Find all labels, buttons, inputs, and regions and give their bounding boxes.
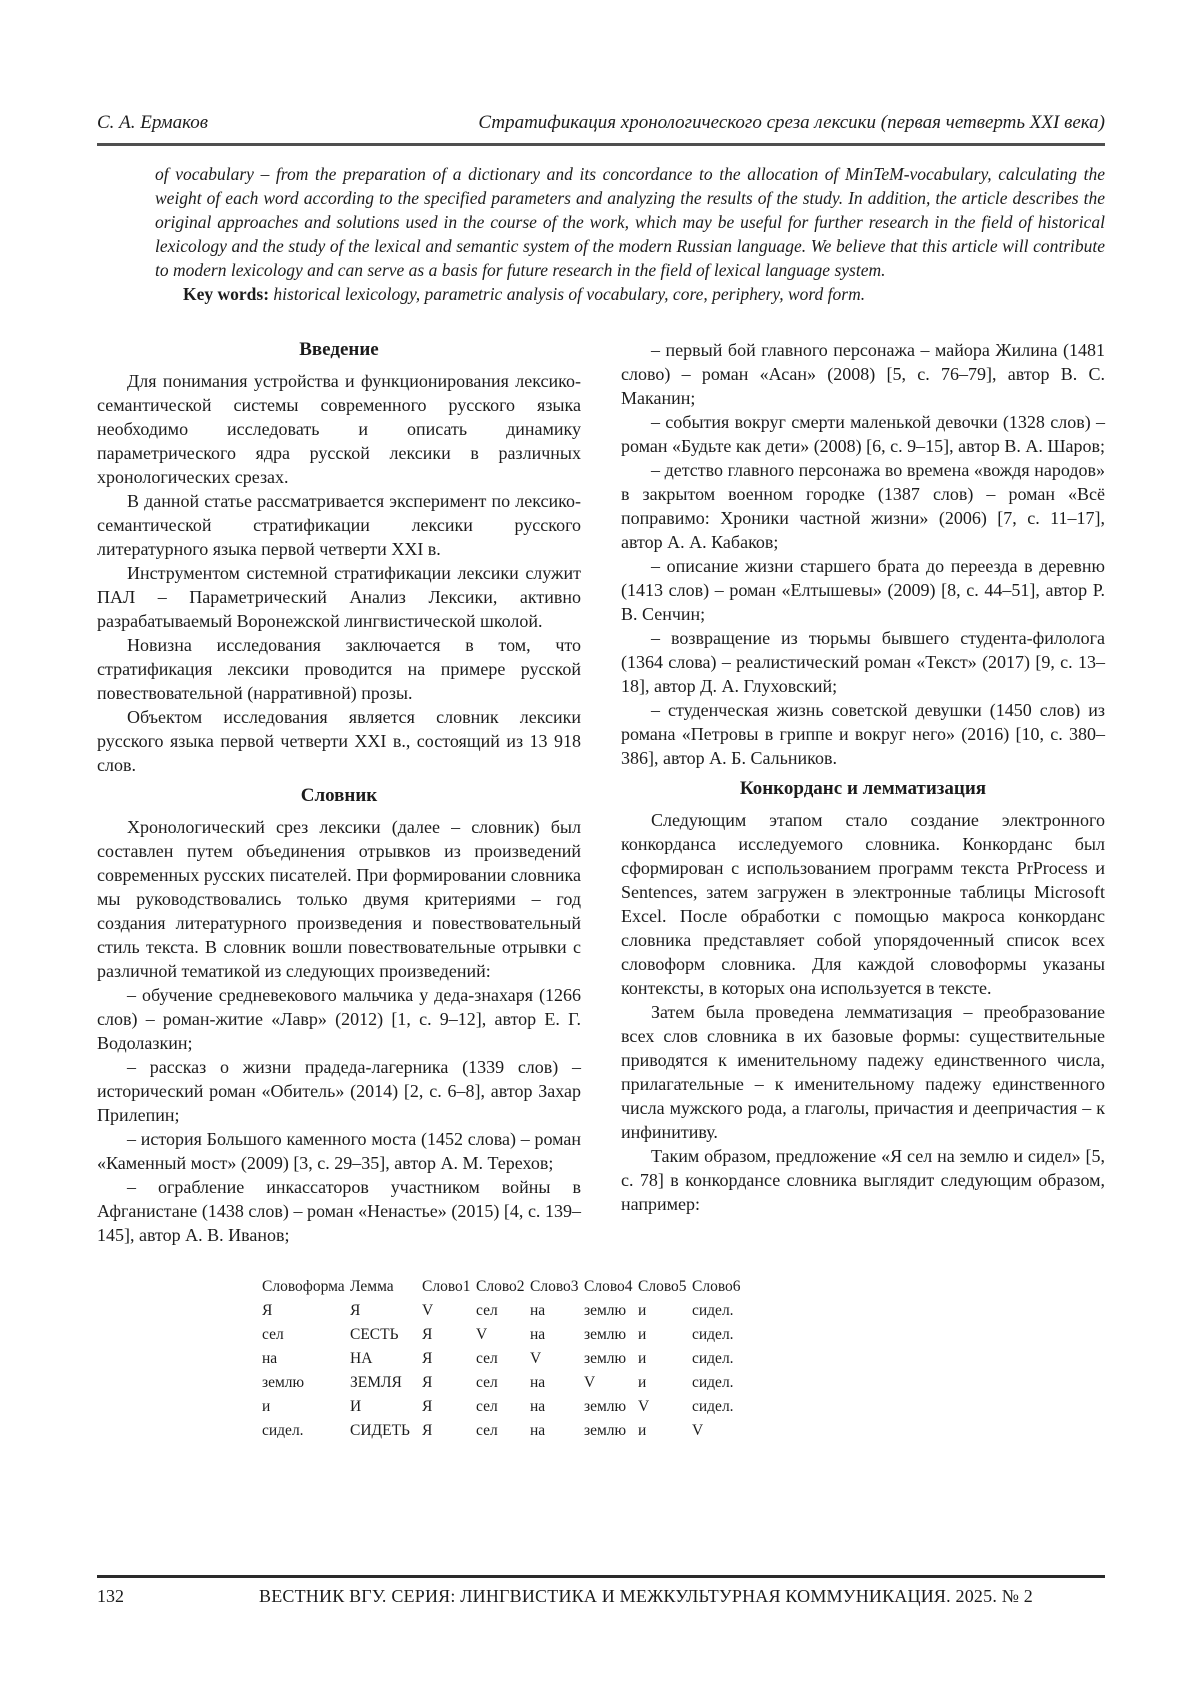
table-cell: сидел. [692,1326,734,1343]
table-cell: сел [262,1326,284,1343]
table-row [262,1347,754,1371]
slovnik-item-3: – история Большого каменного моста (1452 слова) – роман «Каменный мост» (2009) [3, с. 29–35], автор А. М. Терехов; [97,1129,581,1173]
table-body [262,1299,754,1443]
table-cell: сел [476,1302,498,1319]
table-cell: V [422,1302,434,1319]
slovnik-item-1: – обучение средневекового мальчика у деда-знахаря (1266 слов) – роман-житие «Лавр» (2012) [1, с. 9–12], автор Е. Г. Водолазкин; [97,985,581,1053]
table-cell: и [638,1302,647,1319]
intro-paragraph-4: Новизна исследования заключается в том, что стратификация лексики проводится на примере русской повествовательной (нарративной) прозы. [97,635,581,703]
table-header-cell: Словоформа [262,1278,345,1295]
table-cell: и [262,1398,271,1415]
concordance-table [262,1275,754,1443]
heading-introduction: Введение [299,339,379,360]
header-rule [97,143,1105,146]
table-cell: на [262,1350,278,1367]
table-header-cell: Слово5 [638,1278,687,1295]
table-header-cell: Слово1 [422,1278,471,1295]
footer-rule [97,1575,1105,1578]
running-head-author: С. А. Ермаков [97,112,208,133]
table-cell: землю [584,1422,627,1439]
table-cell: и [638,1326,647,1343]
table-cell: и [638,1422,647,1439]
table-cell: на [530,1302,546,1319]
table-cell: землю [584,1398,627,1415]
keywords-label: Key words: [183,284,270,304]
table-header-cell: Слово3 [530,1278,579,1295]
footer-line [97,1586,1105,1607]
table-header-cell: Слово2 [476,1278,525,1295]
slovnik-paragraph-1: Хронологический срез лексики (далее – словник) был составлен путем объединения отрывков из произведений современных русских писателей. При формировании словника мы руководствовались только двумя критериями – год создания литературного произведения и повествовательный стиль текста. В словник вошли повествовательные отрывки с различной тематикой из следующих произведений: [97,817,581,981]
table-header-row [262,1275,754,1299]
table-header-cell: Слово6 [692,1278,741,1295]
running-head [97,112,1105,134]
slovnik-item-9: – возвращение из тюрьмы бывшего студента-филолога (1364 слова) – реалистический роман «Текст» (2017) [9, с. 13–18], автор Д. А. Глуховский; [621,628,1105,696]
table-cell: сел [476,1350,498,1367]
heading-concordance: Конкорданс и лемматизация [739,778,987,799]
table-row [262,1371,754,1395]
table-row [262,1299,754,1323]
intro-paragraph-3: Инструментом системной стратификации лексики служит ПАЛ – Параметрический Анализ Лексики, активно разрабатываемый Воронежской лингвистической школой. [97,563,581,631]
table-cell: на [530,1422,546,1439]
intro-paragraph-1: Для понимания устройства и функционирования лексико-семантической системы современного русского языка необходимо исследовать и описать динамику параметрического ядра русской лексики в различных хронологических срезах. [97,371,581,487]
table-cell: сидел. [692,1350,734,1367]
slovnik-item-10: – студенческая жизнь советской девушки (1450 слов) из романа «Петровы в гриппе и вокруг него» (2016) [10, с. 380–386], автор А. Б. Сальников. [621,700,1105,768]
table-cell: ЗЕМЛЯ [350,1374,402,1391]
table-cell: V [476,1326,488,1343]
table-row [262,1419,754,1443]
table-cell: на [530,1374,546,1391]
slovnik-item-6: – события вокруг смерти маленькой девочки (1328 слов) – роман «Будьте как дети» (2008) [6, с. 9–15], автор В. А. Шаров; [621,412,1105,456]
page-number: 132 [97,1586,124,1606]
table-cell: Я [422,1326,433,1343]
table-row [262,1395,754,1419]
table-cell: на [530,1326,546,1343]
slovnik-item-5: – первый бой главного персонажа – майора Жилина (1481 слово) – роман «Асан» (2008) [5, с. 76–79], автор В. С. Маканин; [621,340,1105,408]
table-cell: сидел. [692,1302,734,1319]
table-cell: землю [262,1374,305,1391]
table-cell: сидел. [262,1422,304,1439]
concordance-paragraph-3: Таким образом, предложение «Я сел на землю и сидел» [5, с. 78] в конкордансе словника выглядит следующим образом, например: [621,1146,1105,1214]
concordance-paragraph-1: Следующим этапом стало создание электронного конкорданса исследуемого словника. Конкорданс был сформирован с использованием программ текста PrProcess и Sentences, затем загружен в электронные таблицы Microsoft Excel. После обработки с помощью макроса конкорданс словника представляет собой упорядоченный список всех словоформ словника. Для каждой словоформы указаны контексты, в которых она используется в тексте. [621,810,1105,998]
table-cell: землю [584,1302,627,1319]
table-cell: Я [422,1398,433,1415]
table-cell: И [350,1398,362,1415]
table-cell: СИДЕТЬ [350,1422,410,1439]
table-cell: сел [476,1374,498,1391]
journal-title: ВЕСТНИК ВГУ. СЕРИЯ: ЛИНГВИСТИКА И МЕЖКУЛЬТУРНАЯ КОММУНИКАЦИЯ. 2025. № 2 [259,1586,1033,1606]
table-row [262,1323,754,1347]
heading-slovnik: Словник [300,785,378,806]
body-columns [97,338,1105,1247]
concordance-paragraph-2: Затем была проведена лемматизация – преобразование всех слов словника в их базовые формы: существительные приводятся к именительному падежу единственного числа, прилагательные – к именительному падежу единственного числа мужского рода, а глаголы, причастия и деепричастия – к инфинитиву. [621,1002,1105,1142]
table-cell: V [584,1374,596,1391]
table-cell: Я [422,1422,433,1439]
table-cell: Я [422,1350,433,1367]
slovnik-item-2: – рассказ о жизни прадеда-лагерника (1339 слов) – исторический роман «Обитель» (2014) [2, с. 6–8], автор Захар Прилепин; [97,1057,581,1125]
keywords-text: historical lexicology, parametric analysis of vocabulary, core, periphery, word form. [273,284,866,304]
table-cell: землю [584,1326,627,1343]
table-cell: сел [476,1422,498,1439]
table-cell: V [530,1350,542,1367]
table-cell: сел [476,1398,498,1415]
table-cell: V [638,1398,650,1415]
abstract-text: of vocabulary – from the preparation of a dictionary and its concordance to the allocation of MinTeM-vocabulary, calculating the weight of each word according to the specified parameters and analyzing the results of the study. In addition, the article describes the original approaches and solutions used in the course of the work, which may be useful for further research in the field of historical lexicology and the study of the lexical and semantic system of the modern Russian language. We believe that this article will contribute to modern lexicology and can serve as a basis for future research in the field of lexical language system. [155,164,1105,280]
table-cell: и [638,1350,647,1367]
left-column [97,338,581,1247]
keywords-line [155,282,1105,306]
abstract-block [155,162,1105,306]
table-cell: V [692,1422,704,1439]
running-head-title: Стратификация хронологического среза лексики (первая четверть XXI века) [478,112,1105,133]
intro-paragraph-2: В данной статье рассматривается эксперимент по лексико-семантической стратификации лексики русского литературного языка первой четверти XXI в. [97,491,581,559]
table-cell: Я [350,1302,361,1319]
table-cell: Я [262,1302,273,1319]
table-header-cell: Слово4 [584,1278,633,1295]
table-cell: и [638,1374,647,1391]
slovnik-item-7: – детство главного персонажа во времена «вождя народов» в закрытом военном городке (1387 слов) – роман «Всё поправимо: Хроники частной жизни» (2006) [7, с. 11–17], автор А. А. Кабаков; [621,460,1105,552]
footer [97,1575,1105,1607]
table-cell: сидел. [692,1374,734,1391]
table-cell: СЕСТЬ [350,1326,399,1343]
table-cell: Я [422,1374,433,1391]
table-cell: сидел. [692,1398,734,1415]
slovnik-item-8: – описание жизни старшего брата до переезда в деревню (1413 слов) – роман «Елтышевы» (2009) [8, с. 44–51], автор Р. В. Сенчин; [621,556,1105,624]
table-cell: на [530,1398,546,1415]
table-cell: НА [350,1350,373,1367]
table-header-cell: Лемма [350,1278,394,1295]
table-cell: землю [584,1350,627,1367]
intro-paragraph-5: Объектом исследования является словник лексики русского языка первой четверти XXI в., состоящий из 13 918 слов. [97,707,581,775]
right-column [621,338,1105,1247]
slovnik-item-4: – ограбление инкассаторов участником войны в Афганистане (1438 слов) – роман «Ненастье» (2015) [4, с. 139–145], автор А. В. Иванов; [97,1177,581,1245]
